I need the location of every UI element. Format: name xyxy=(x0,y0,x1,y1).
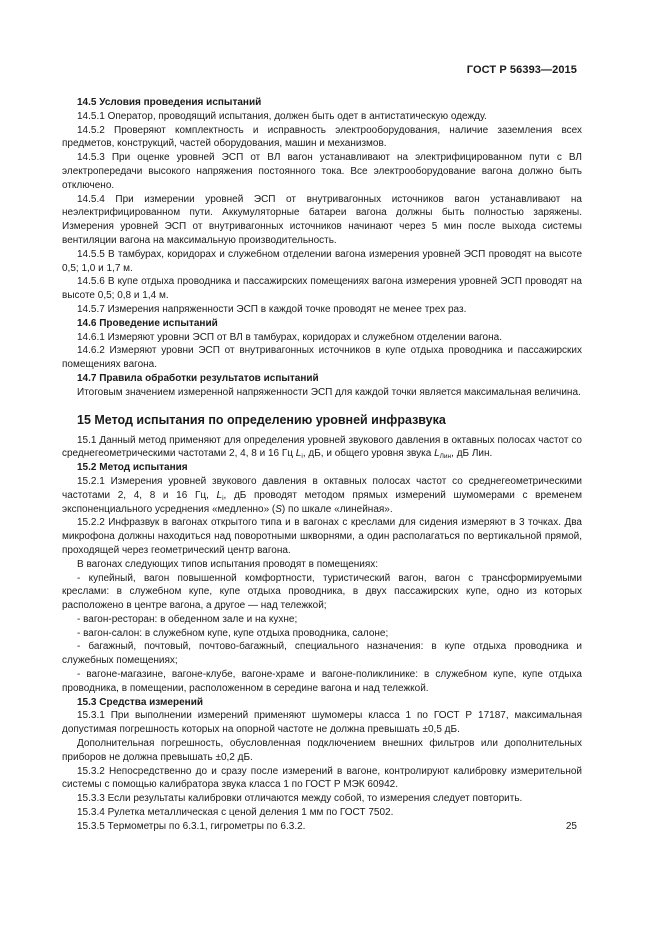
heading-14-6: 14.6 Проведение испытаний xyxy=(77,317,218,329)
subscript-lin: Лин xyxy=(439,453,452,461)
paragraph-14-5-7: 14.5.7 Измерения напряженности ЭСП в каждой точке проводят не менее трех раз. xyxy=(77,303,467,315)
list-item-2: - вагон-ресторан: в обеденном зале и на кухне; xyxy=(77,613,298,625)
symbol-L: L xyxy=(295,448,302,460)
text-run: , дБ Лин. xyxy=(451,448,493,460)
paragraph-15-2-1 xyxy=(62,475,582,516)
paragraph-14-6-1: 14.6.1 Измеряют уровни ЭСП от ВЛ в тамбурах, коридорах и служебном отделении вагона. xyxy=(77,331,502,343)
symbol-L: L xyxy=(216,489,223,501)
heading-15-3: 15.3 Средства измерений xyxy=(77,696,203,708)
paragraph-14-5-1: 14.5.1 Оператор, проводящий испытания, должен быть одет в антистатическую одежду. xyxy=(77,110,487,122)
paragraph-15-3-5: 15.3.5 Термометры по 6.3.1, гигрометры по 6.3.2. xyxy=(77,820,306,832)
page-number: 25 xyxy=(565,821,577,832)
document-id-header: ГОСТ Р 56393—2015 xyxy=(466,64,577,76)
page-content xyxy=(62,96,582,834)
subscript-i: i xyxy=(222,494,224,502)
list-item-4: - багажный, почтовый, почтово-багажный, специального назначения: в купе отдыха проводника и служебных помещениях; xyxy=(62,641,582,667)
list-item-3: - вагон-салон: в служебном купе, купе отдыха проводника, салоне; xyxy=(77,627,389,639)
text-run: , дБ, и общего уровня звука xyxy=(302,448,435,460)
paragraph-15-1 xyxy=(62,434,582,462)
text-run: ) по шкале «линейная». xyxy=(281,503,393,515)
heading-14-7: 14.7 Правила обработки результатов испытаний xyxy=(77,372,319,384)
paragraph-14-5-6: 14.5.6 В купе отдыха проводника и пассажирских помещениях вагона измерения уровней ЭСП проводят на высоте 0,5; 0,8 и 1,4 м. xyxy=(62,276,582,302)
symbol-S: S xyxy=(275,503,282,515)
paragraph-14-5-2: 14.5.2 Проверяют комплектность и исправность электрооборудования, наличие заземления всех предметов, конструкций, частей оборудования, машин и механизмов. xyxy=(62,124,582,150)
text-run: , дБ проводят методом прямых измерений шумомерами с временем экспоненциального усреднения «медленно» ( xyxy=(62,489,582,515)
heading-15: 15 Метод испытания по определению уровней инфразвука xyxy=(77,412,446,427)
text-run: 15.1 Данный метод применяют для определения уровней звукового давления в октавных полосах частот со среднегеометрическими частотами 2, 4, 8 и 16 Гц xyxy=(62,434,582,460)
paragraph-14-5-5: 14.5.5 В тамбурах, коридорах и служебном отделении вагона измерения уровней ЭСП проводят на высоте 0,5; 1,0 и 1,7 м. xyxy=(62,248,582,274)
list-item-1: - купейный, вагон повышенной комфортности, туристический вагон, вагон с трансформируемыми креслами: в служебном купе, купе отдыха проводника, в двух пассажирских купе, одно из которых расположено в центре вагона, а другое — над тележкой; xyxy=(62,572,582,612)
text-run: 15.2.1 Измерения уровней звукового давления в октавных полосах частот со среднегеометрическими частотами 2, 4, 8 и 16 Гц, xyxy=(62,475,582,501)
paragraph-14-7: Итоговым значением измеренной напряженности ЭСП для каждой точки является максимальная величина. xyxy=(77,386,581,398)
paragraph-14-6-2: 14.6.2 Измеряют уровни ЭСП от внутривагонных источников в купе отдыха проводника и пассажирских помещениях вагона. xyxy=(62,345,582,371)
paragraph-15-3-1: 15.3.1 При выполнении измерений применяют шумомеры класса 1 по ГОСТ Р 17187, максимальная допустимая погрешность которых на опорной частоте не должна превышать ±0,5 дБ. xyxy=(62,710,582,736)
subscript-i: i xyxy=(301,453,303,461)
paragraph-15-3-4: 15.3.4 Рулетка металлическая с ценой деления 1 мм по ГОСТ 7502. xyxy=(77,807,394,819)
heading-15-2: 15.2 Метод испытания xyxy=(77,462,188,474)
paragraph-15-3-3: 15.3.3 Если результаты калибровки отличаются между собой, то измерения следует повторить. xyxy=(77,793,523,805)
heading-14-5: 14.5 Условия проведения испытаний xyxy=(77,97,262,108)
paragraph-15-3-2: 15.3.2 Непосредственно до и сразу после измерений в вагоне, контролируют калибровку измерительной системы с помощью калибратора звука класса 1 по ГОСТ Р МЭК 60942. xyxy=(62,765,582,791)
paragraph-15-3-1-extra: Дополнительная погрешность, обусловленная подключением внешних фильтров или дополнительных приборов не должна превышать ±0,2 дБ. xyxy=(62,738,582,763)
paragraph-15-2-2: 15.2.2 Инфразвук в вагонах открытого типа и в вагонах с креслами для сидения измеряют в 3 точках. Два микрофона должны находиться над поворотными шкворнями, а один располагаться по вертикальной прямой, проходящей через геометрический центр вагона. xyxy=(62,517,582,556)
paragraph-15-2-intro: В вагонах следующих типов испытания проводят в помещениях: xyxy=(77,558,379,570)
paragraph-14-5-3: 14.5.3 При оценке уровней ЭСП от ВЛ вагон устанавливают на электрифицированном пути с ВЛ электропередачи высокого напряжения постоянного тока. Все электрооборудование вагона должно быть отключено. xyxy=(62,152,582,191)
list-item-5: - вагоне-магазине, вагоне-клубе, вагоне-храме и вагоне-поликлинике: в служебном купе, купе отдыха проводника, в помещении, расположенном в середине вагона и над тележкой. xyxy=(62,669,582,694)
paragraph-14-5-4: 14.5.4 При измерении уровней ЭСП от внутривагонных источников вагон устанавливают на неэлектрифицированном пути. Аккумуляторные батареи вагона должны быть полностью заряжены. Измерения уровней ЭСП от внутривагонных источников начинают через 5 мин после выхода системы вентиляции вагона на максимальную производительность. xyxy=(62,193,582,246)
symbol-L-lin: L xyxy=(434,448,440,460)
